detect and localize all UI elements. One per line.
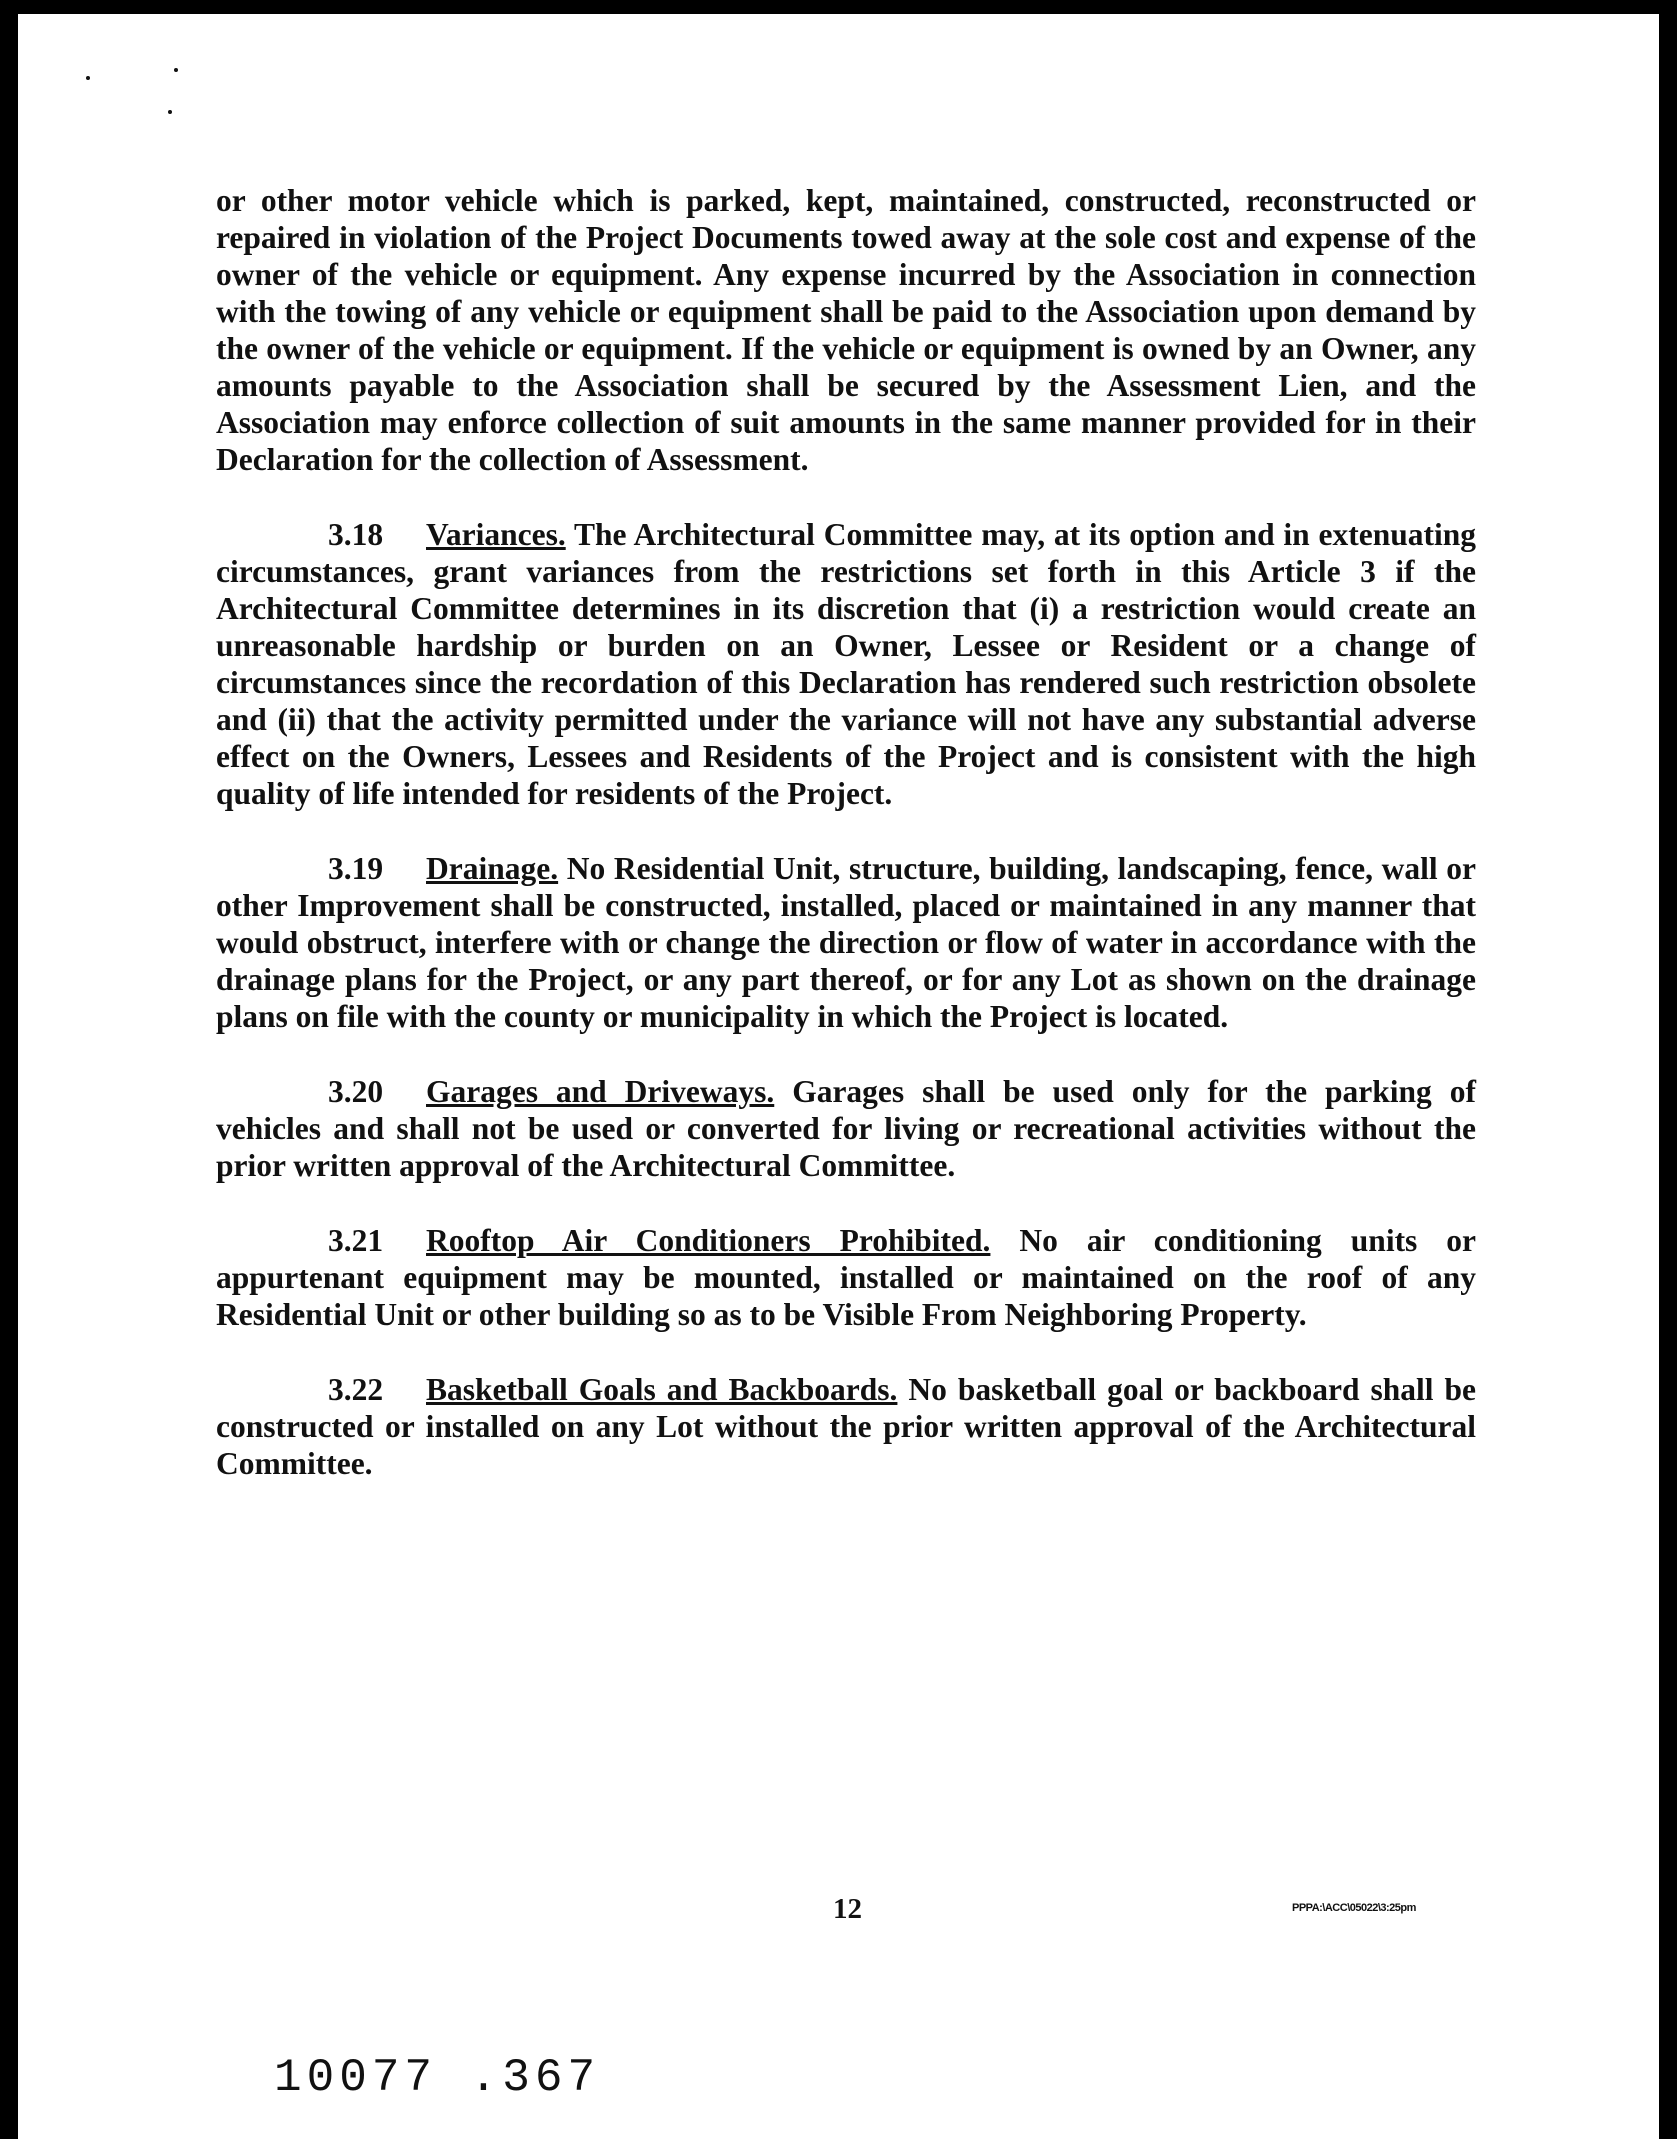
section-heading: Variances. [426,517,566,552]
section-number: 3.22 [328,1372,384,1407]
continuation-paragraph: or other motor vehicle which is parked, kept, maintained, constructed, reconstructed or repaired in violation of the Project Documents towed away at the sole cost and expense of the owner of the vehicle or equipment. Any expense incurred by the Association in connection with the towing of any vehicle or equipment shall be paid to the Association upon demand by the owner of the vehicle or equipment. If the vehicle or equipment is owned by an Owner, any amounts payable to the Association shall be secured by the Assessment Lien, and the Association may enforce collection of suit amounts in the same manner provided for in their Declaration for the collection of Assessment. [216,183,1476,477]
section-3-18 [216,516,1476,812]
document-body [216,182,1476,1520]
section-3-22 [216,1371,1476,1482]
document-code: PPPA:\ACC\05022\3:25pm [1292,1902,1416,1914]
section-number: 3.19 [328,851,384,886]
section-heading: Rooftop Air Conditioners Prohibited. [426,1223,991,1258]
section-text: No air conditioning units or appurtenant equipment may be mounted, installed or maintained on the roof of any Residential Unit or other building so as to be Visible From Neighboring Property. [216,1223,1477,1332]
section-text: The Architectural Committee may, at its option and in extenuating circumstances, grant variances from the restrictions set forth in this Article 3 if the Architectural Committee determines in its discretion that (i) a restriction would create an unreasonable hardship or burden on an Owner, Lessee or Resident or a change of circumstances since the recordation of this Declaration has rendered such restriction obsolete and (ii) that the activity permitted under the variance will not have any substantial adverse effect on the Owners, Lessees and Residents of the Project and is consistent with the high quality of life intended for residents of the Project. [216,517,1476,811]
section-number: 3.18 [328,517,384,552]
section-heading: Basketball Goals and Backboards. [426,1372,898,1407]
bates-stamp: 10077 .367 [274,2052,601,2104]
page-number: 12 [833,1893,862,1925]
section-number: 3.21 [328,1223,384,1258]
section-3-20 [216,1073,1476,1184]
section-text: Garages shall be used only for the parking of vehicles and shall not be used or converted for living or recreational activities without the prior written approval of the Architectural Committee. [216,1074,1476,1183]
section-heading: Drainage. [426,851,559,886]
section-3-19 [216,850,1476,1035]
scan-speck [174,68,178,72]
scan-speck [168,110,172,114]
section-text: No basketball goal or backboard shall be constructed or installed on any Lot without the prior written approval of the Architectural Committee. [216,1372,1477,1481]
section-3-21 [216,1222,1476,1333]
section-number: 3.20 [328,1074,384,1109]
scan-speck [86,76,90,80]
section-text: No Residential Unit, structure, building, landscaping, fence, wall or other Improvement shall be constructed, installed, placed or maintained in any manner that would obstruct, interfere with or change the direction or flow of water in accordance with the drainage plans for the Project, or any part thereof, or for any Lot as shown on the drainage plans on file with the county or municipality in which the Project is located. [216,851,1476,1034]
section-heading: Garages and Driveways. [426,1074,775,1109]
